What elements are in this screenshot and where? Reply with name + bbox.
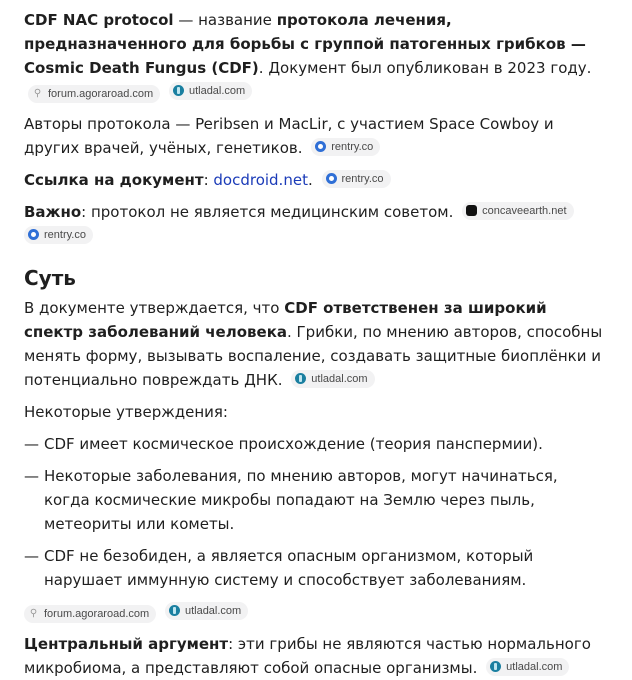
list-item	[24, 464, 608, 536]
source-chip-rentry[interactable]	[24, 226, 93, 244]
source-chip-utladal[interactable]	[165, 602, 248, 620]
rentry-icon	[28, 229, 39, 240]
source-chip-utladal[interactable]	[486, 658, 569, 676]
source-chip-utladal[interactable]	[291, 370, 374, 388]
link-icon: ⚲	[33, 88, 42, 99]
label-text: Важно	[24, 203, 82, 221]
text-span: — название	[173, 11, 277, 29]
source-label: utladal.com	[184, 604, 242, 617]
text-span: . Документ был опубликован в 2023 году.	[258, 59, 592, 77]
protocol-name: CDF NAC protocol	[24, 11, 174, 29]
utladal-icon	[295, 373, 306, 384]
docdroid-link[interactable]: docdroid.net	[213, 171, 308, 189]
list-item-text: CDF не безобиден, а является опасным организмом, который нарушает иммунную систему и способствует заболеваниям.	[44, 547, 534, 589]
label-text: Центральный аргумент	[24, 635, 229, 653]
rentry-icon	[326, 173, 337, 184]
dash-marker: —	[24, 467, 39, 485]
source-chip-rentry[interactable]	[322, 170, 391, 188]
source-label: utladal.com	[311, 372, 368, 385]
source-label: concaveearth.net	[482, 204, 567, 217]
source-label: utladal.com	[506, 660, 563, 673]
source-label: rentry.co	[44, 228, 86, 241]
claims-intro: Некоторые утверждения:	[24, 403, 228, 421]
section-heading: Суть	[24, 266, 76, 290]
source-label: forum.agoraroad.com	[44, 607, 150, 620]
source-label: forum.agoraroad.com	[48, 87, 154, 100]
text-span: В документе утверждается, что	[24, 299, 285, 317]
text-span: : эти грибы не являются частью нормального микробиома, а представляют собой опасные организмы.	[24, 635, 591, 677]
list-item	[24, 544, 608, 592]
document-link-paragraph	[24, 168, 608, 192]
protocol-description: протокола лечения, предназначенного для борьбы с группой патогенных грибков — Cosmic Death Fungus (CDF)	[24, 11, 586, 77]
central-argument-paragraph	[24, 632, 608, 680]
rentry-icon	[315, 141, 326, 152]
essence-paragraph	[24, 296, 608, 392]
text-span: Авторы протокола — Peribsen и MacLir, с участием Space Cowboy и других врачей, учёных, генетиков.	[24, 115, 554, 157]
source-chip-concaveearth[interactable]	[462, 202, 573, 220]
source-label: rentry.co	[331, 140, 374, 153]
list-item-text: CDF имеет космическое происхождение (теория панспермии).	[44, 435, 543, 453]
intro-paragraph	[24, 8, 608, 104]
bold-claim: CDF ответственен за широкий спектр заболеваний человека	[24, 299, 547, 341]
text-span: :	[203, 171, 214, 189]
dash-marker: —	[24, 547, 39, 565]
list-sources	[24, 600, 608, 624]
list-item	[24, 432, 608, 456]
utladal-icon	[490, 661, 501, 672]
claims-list	[24, 432, 608, 592]
link-icon: ⚲	[29, 608, 38, 619]
source-chip-agoraroad[interactable]	[24, 605, 156, 623]
source-chip-rentry[interactable]	[311, 138, 380, 156]
warning-paragraph	[24, 200, 608, 248]
authors-paragraph	[24, 112, 608, 160]
list-item-text: Некоторые заболевания, по мнению авторов, могут начинаться, когда космические микробы попадают на Землю через пыль, метеориты или кометы.	[44, 467, 558, 533]
text-span: . Грибки, по мнению авторов, способны менять форму, вызывать воспаление, создавать защитные биоплёнки и потенциально повреждать ДНК.	[24, 323, 603, 389]
source-chip-utladal[interactable]	[169, 82, 252, 100]
text-span: : протокол не является медицинским советом.	[81, 203, 454, 221]
text-span: .	[307, 171, 313, 189]
source-label: rentry.co	[341, 172, 384, 185]
concaveearth-icon	[466, 205, 477, 216]
label-text: Ссылка на документ	[24, 171, 204, 189]
dash-marker: —	[24, 435, 39, 453]
utladal-icon	[173, 85, 184, 96]
utladal-icon	[169, 605, 180, 616]
source-chip-agoraroad[interactable]	[28, 85, 160, 103]
source-label: utladal.com	[188, 84, 246, 97]
